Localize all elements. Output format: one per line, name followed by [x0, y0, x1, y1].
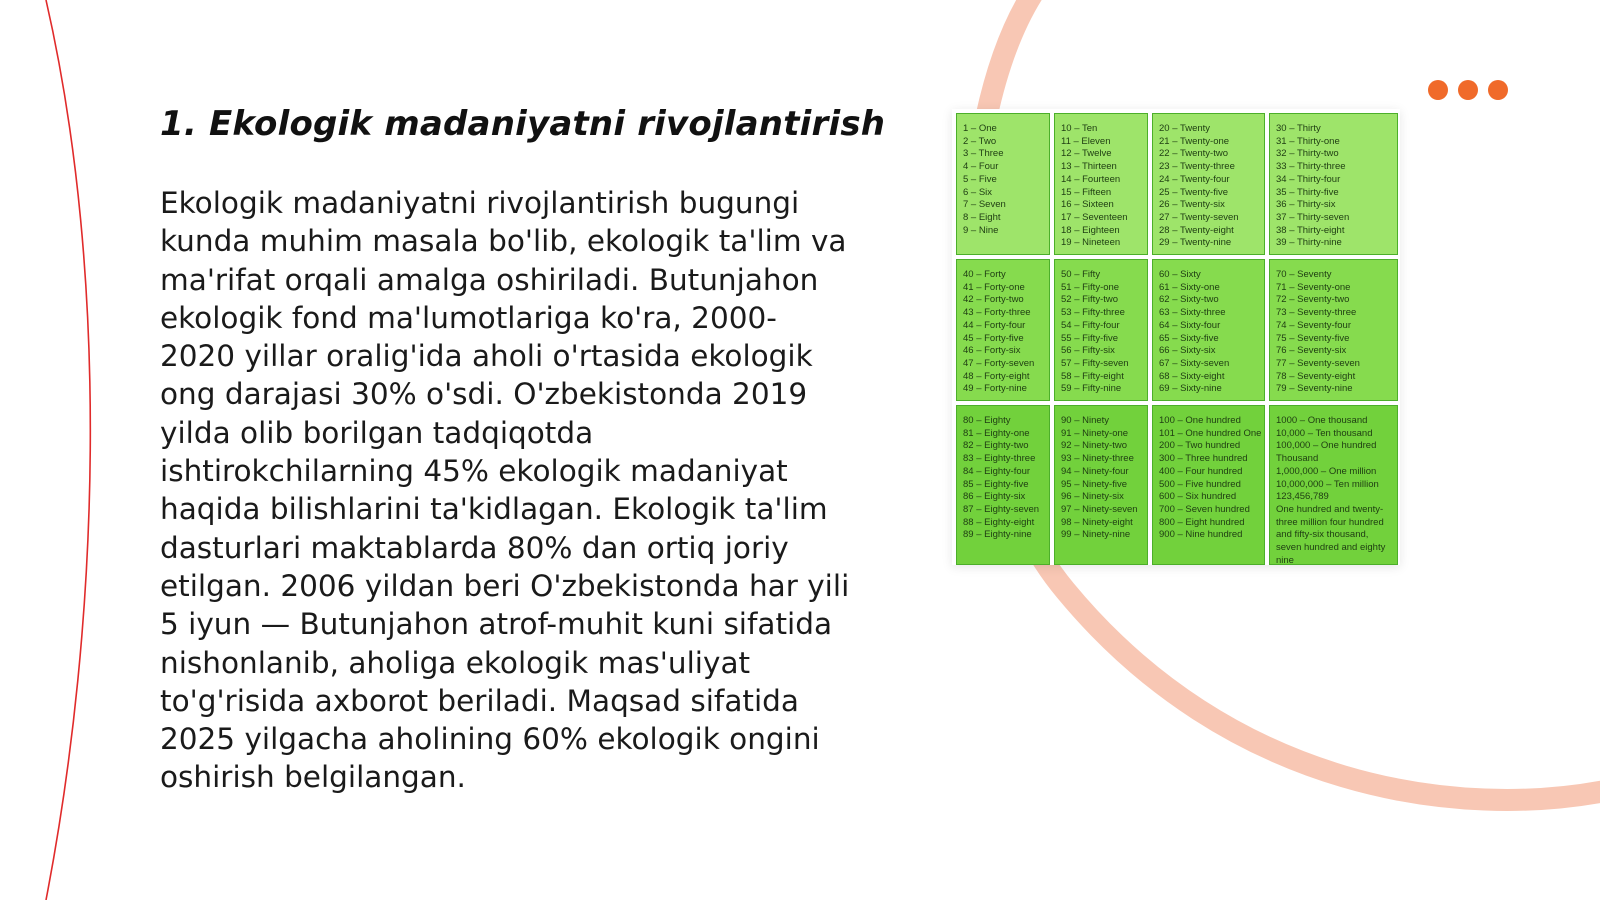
number-line: 50 – Fifty: [1061, 269, 1101, 280]
number-line: 26 – Twenty-six: [1159, 199, 1225, 211]
number-line: 78 – Seventy-eight: [1276, 370, 1356, 382]
number-line: 16 – Sixteen: [1061, 199, 1114, 211]
number-line: 95 – Ninety-five: [1061, 478, 1128, 490]
number-line: 123,456,789: [1276, 491, 1329, 503]
number-line: 600 – Six hundred: [1159, 491, 1237, 503]
number-line: 900 – Nine hundred: [1159, 529, 1243, 541]
number-line: 79 – Seventy-nine: [1276, 383, 1353, 395]
number-line: 68 – Sixty-eight: [1159, 370, 1225, 382]
number-line: 84 – Eighty-four: [963, 465, 1031, 477]
number-line: 19 – Nineteen: [1061, 237, 1121, 249]
number-line: 48 – Forty-eight: [963, 370, 1030, 382]
number-line: 83 – Eighty-three: [963, 453, 1036, 465]
number-line: 101 – One hundred One: [1159, 427, 1262, 439]
number-line: 64 – Sixty-four: [1159, 319, 1221, 331]
number-line: 51 – Fifty-one: [1061, 281, 1120, 293]
number-line: 60 – Sixty: [1159, 269, 1201, 280]
number-line: 29 – Twenty-nine: [1159, 237, 1232, 249]
number-line: 700 – Seven hundred: [1159, 503, 1250, 515]
number-line: 88 – Eighty-eight: [963, 516, 1035, 528]
number-cell: [956, 259, 1050, 401]
number-line: 34 – Thirty-four: [1276, 173, 1341, 185]
number-line: 67 – Sixty-seven: [1159, 357, 1230, 369]
number-line: 89 – Eighty-nine: [963, 529, 1032, 541]
number-line: 53 – Fifty-three: [1061, 307, 1125, 319]
number-line: 28 – Twenty-eight: [1159, 224, 1234, 236]
number-line: 86 – Eighty-six: [963, 491, 1026, 503]
number-line: 10,000,000 – Ten million: [1276, 478, 1379, 490]
number-line: 18 – Eighteen: [1061, 224, 1120, 236]
number-line: 80 – Eighty: [963, 415, 1011, 426]
number-line: 40 – Forty: [963, 269, 1006, 280]
number-cell: [1152, 259, 1265, 401]
left-red-curve: [46, 0, 90, 900]
number-words-grid: [956, 113, 1396, 565]
number-line: 99 – Ninety-nine: [1061, 529, 1131, 541]
number-line: 3 – Three: [963, 148, 1004, 160]
number-line: 93 – Ninety-three: [1061, 453, 1134, 465]
number-line: 30 – Thirty: [1276, 123, 1321, 134]
number-line: 1000 – One thousand: [1276, 415, 1368, 426]
number-cell: [1269, 405, 1398, 565]
number-line: 13 – Thirteen: [1061, 161, 1117, 173]
number-line: 94 – Ninety-four: [1061, 465, 1129, 477]
number-line: 10 – Ten: [1061, 123, 1098, 134]
number-line: 62 – Sixty-two: [1159, 294, 1219, 306]
number-line: 42 – Forty-two: [963, 294, 1024, 306]
slide-body-text: Ekologik madaniyatni rivojlantirish bugungi kunda muhim masala bo'lib, ekologik ta'lim va ma'rifat orqali amalga oshiriladi. Butunjahon ekologik fond ma'lumotlariga ko'ra, 2000-2020 yillar oralig'ida aholi o'rtasida ekologik ong darajasi 30% o'sdi. O'zbekistonda 2019 yilda olib borilgan tadqiqotda ishtirokchilarning 45% ekologik madaniyat haqida bilishlarini ta'kidlagan. Ekologik ta'lim dasturlari maktablarda 80% dan ortiq joriy etilgan. 2006 yildan beri O'zbekistonda har yili 5 iyun — Butunjahon atrof-muhit kuni sifatida nishonlanib, aholiga ekologik mas'uliyat to'g'risida axborot beriladi. Maqsad sifatida 2025 yilgacha aholining 60% ekologik ongini oshirish belgilangan.: [160, 186, 850, 795]
number-line: 38 – Thirty-eight: [1276, 224, 1345, 236]
number-line: 97 – Ninety-seven: [1061, 503, 1138, 515]
number-line: 47 – Forty-seven: [963, 357, 1035, 369]
number-line: 70 – Seventy: [1276, 269, 1332, 280]
number-line: 21 – Twenty-one: [1159, 135, 1230, 147]
number-line: 52 – Fifty-two: [1061, 294, 1119, 306]
number-line: 31 – Thirty-one: [1276, 135, 1340, 147]
number-line: 43 – Forty-three: [963, 307, 1031, 319]
number-line: 82 – Eighty-two: [963, 440, 1029, 452]
number-line: 44 – Forty-four: [963, 319, 1026, 331]
number-line: 90 – Ninety: [1061, 415, 1110, 426]
number-line: 9 – Nine: [963, 224, 999, 236]
number-line: 8 – Eight: [963, 211, 1001, 223]
number-line: 37 – Thirty-seven: [1276, 211, 1350, 223]
number-line: 75 – Seventy-five: [1276, 332, 1350, 344]
number-line: 100 – One hundred: [1159, 415, 1241, 426]
number-line: 96 – Ninety-six: [1061, 491, 1124, 503]
number-line: 2 – Two: [963, 135, 997, 147]
number-line: 63 – Sixty-three: [1159, 307, 1226, 319]
number-line: 57 – Fifty-seven: [1061, 357, 1129, 369]
number-line: 7 – Seven: [963, 199, 1006, 211]
number-cell: [956, 113, 1050, 255]
number-line: 98 – Ninety-eight: [1061, 516, 1133, 528]
slide-title: 1. Ekologik madaniyatni rivojlantirish: [160, 104, 886, 144]
number-line: 49 – Forty-nine: [963, 383, 1027, 395]
number-cell: [1054, 405, 1148, 565]
number-cell: [1054, 259, 1148, 401]
number-line: 74 – Seventy-four: [1276, 319, 1351, 331]
number-line: 25 – Twenty-five: [1159, 186, 1229, 198]
number-line: 72 – Seventy-two: [1276, 294, 1350, 306]
number-line: 1,000,000 – One million: [1276, 465, 1377, 477]
number-line: 6 – Six: [963, 186, 993, 198]
number-chart-image: [952, 109, 1400, 565]
number-cell: [1054, 113, 1148, 255]
number-line: 10,000 – Ten thousand: [1276, 427, 1373, 439]
number-line: 4 – Four: [963, 161, 999, 173]
number-line: 11 – Eleven: [1061, 135, 1111, 147]
number-line: 39 – Thirty-nine: [1276, 237, 1342, 249]
number-line: 20 – Twenty: [1159, 123, 1211, 134]
number-line: 76 – Seventy-six: [1276, 345, 1347, 357]
number-line: 32 – Thirty-two: [1276, 148, 1339, 160]
number-line: 77 – Seventy-seven: [1276, 357, 1360, 369]
number-line: 61 – Sixty-one: [1159, 281, 1220, 293]
number-line: 100,000 – One hundred Thousand: [1276, 440, 1377, 465]
three-dots-icon: [1428, 80, 1508, 100]
number-line: 69 – Sixty-nine: [1159, 383, 1222, 395]
number-line: 17 – Seventeen: [1061, 211, 1128, 223]
number-line: 12 – Twelve: [1061, 148, 1112, 160]
dot-1: [1428, 80, 1448, 100]
number-line: 1 – One: [963, 123, 997, 134]
number-line: 45 – Forty-five: [963, 332, 1024, 344]
number-line: 500 – Five hundred: [1159, 478, 1241, 490]
number-line: 800 – Eight hundred: [1159, 516, 1245, 528]
number-line: One hundred and twenty-three million four hundred and fifty-six thousand, seven hundred and eighty nine: [1276, 503, 1386, 565]
number-line: 73 – Seventy-three: [1276, 307, 1357, 319]
number-cell: [1269, 259, 1398, 401]
number-line: 5 – Five: [963, 173, 997, 185]
number-line: 35 – Thirty-five: [1276, 186, 1339, 198]
number-line: 15 – Fifteen: [1061, 186, 1112, 198]
number-line: 85 – Eighty-five: [963, 478, 1029, 490]
number-line: 200 – Two hundred: [1159, 440, 1241, 452]
number-line: 56 – Fifty-six: [1061, 345, 1115, 357]
number-line: 55 – Fifty-five: [1061, 332, 1119, 344]
number-line: 33 – Thirty-three: [1276, 161, 1346, 173]
number-line: 66 – Sixty-six: [1159, 345, 1216, 357]
number-line: 71 – Seventy-one: [1276, 281, 1351, 293]
number-line: 46 – Forty-six: [963, 345, 1021, 357]
number-line: 65 – Sixty-five: [1159, 332, 1219, 344]
number-line: 36 – Thirty-six: [1276, 199, 1336, 211]
number-line: 54 – Fifty-four: [1061, 319, 1120, 331]
number-line: 22 – Twenty-two: [1159, 148, 1229, 160]
number-line: 300 – Three hundred: [1159, 453, 1248, 465]
number-line: 58 – Fifty-eight: [1061, 370, 1124, 382]
number-line: 92 – Ninety-two: [1061, 440, 1128, 452]
dot-2: [1458, 80, 1478, 100]
number-line: 14 – Fourteen: [1061, 173, 1121, 185]
number-cell: [1152, 405, 1265, 565]
number-cell: [1152, 113, 1265, 255]
dot-3: [1488, 80, 1508, 100]
number-line: 59 – Fifty-nine: [1061, 383, 1122, 395]
number-line: 81 – Eighty-one: [963, 427, 1030, 439]
number-cell: [1269, 113, 1398, 255]
number-line: 23 – Twenty-three: [1159, 161, 1235, 173]
number-line: 41 – Forty-one: [963, 281, 1025, 293]
number-line: 400 – Four hundred: [1159, 465, 1243, 477]
number-cell: [956, 405, 1050, 565]
number-line: 87 – Eighty-seven: [963, 503, 1040, 515]
number-line: 27 – Twenty-seven: [1159, 211, 1239, 223]
number-line: 91 – Ninety-one: [1061, 427, 1129, 439]
number-line: 24 – Twenty-four: [1159, 173, 1230, 185]
